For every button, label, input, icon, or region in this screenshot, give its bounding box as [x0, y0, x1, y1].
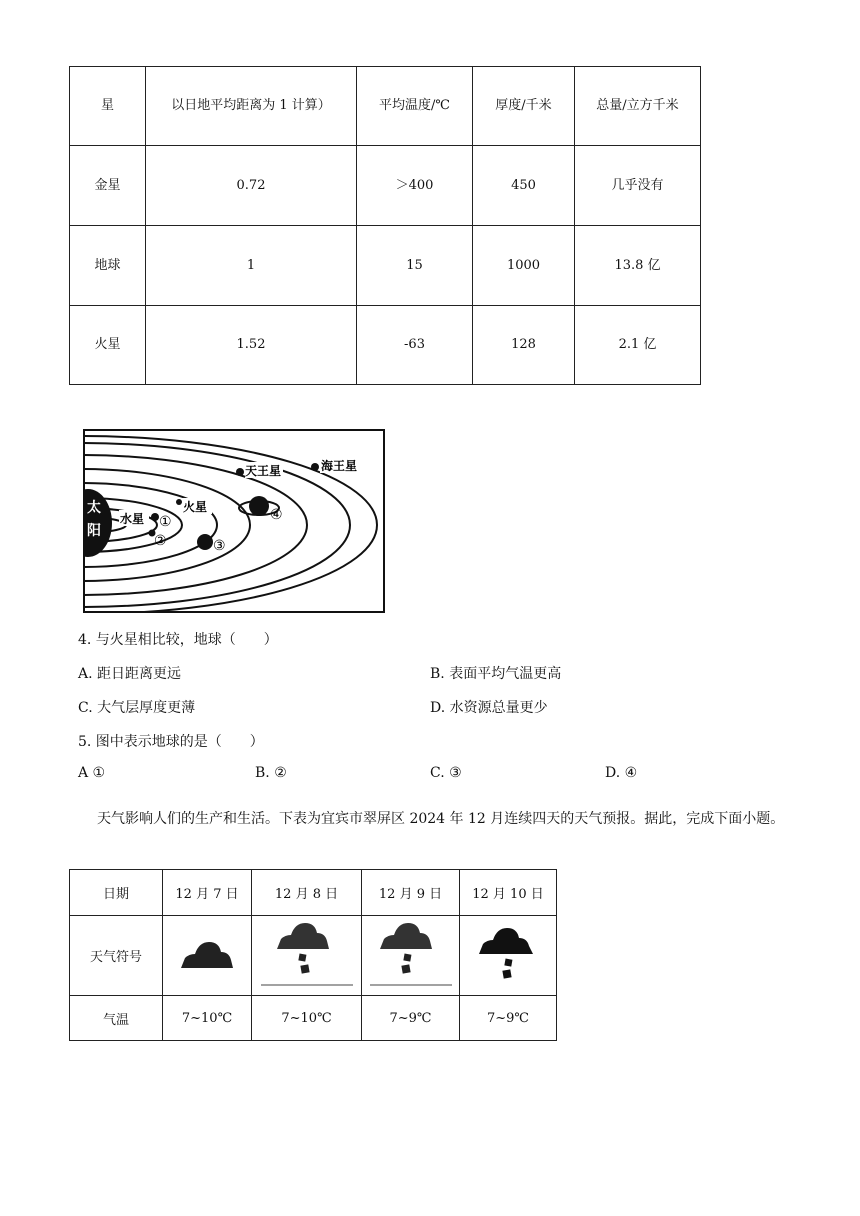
marker-2: ② — [154, 533, 167, 549]
mars-label: 火星 — [183, 500, 208, 514]
row-label: 日期 — [70, 870, 163, 916]
date-cell: 12 月 9 日 — [362, 870, 460, 916]
intro-paragraph: 天气影响人们的生产和生活。下表为宜宾市翠屏区 2024 年 12 月连续四天的天气预报。据此，完成下面小题。 — [97, 811, 785, 827]
amount-cell: 2.1 亿 — [575, 306, 701, 385]
date-cell: 12 月 8 日 — [252, 870, 362, 916]
thickness-cell: 1000 — [473, 226, 575, 306]
weather-symbol-cell — [362, 916, 460, 996]
q4-option-b[interactable]: B. 表面平均气温更高 — [430, 666, 562, 682]
weather-symbol-cell — [460, 916, 557, 996]
date-cell: 12 月 7 日 — [163, 870, 252, 916]
planet-name: 地球 — [70, 226, 146, 306]
row-label: 气温 — [70, 996, 163, 1041]
solar-system-diagram — [82, 428, 388, 616]
header-cell: 总量/立方千米 — [575, 67, 701, 146]
planet-name: 火星 — [70, 306, 146, 385]
neptune-label: 海王星 — [321, 459, 358, 473]
marker-1: ① — [159, 514, 172, 530]
weather-symbol-cell — [163, 916, 252, 996]
temp-cell: 7~9℃ — [362, 996, 460, 1041]
header-cell: 平均温度/℃ — [357, 67, 473, 146]
overcast-icon — [177, 934, 237, 974]
thickness-cell: 128 — [473, 306, 575, 385]
table-row — [70, 306, 701, 385]
weather-symbol-cell — [252, 916, 362, 996]
q5-option-a[interactable]: A ① — [78, 765, 106, 781]
overcast-sleet-icon — [368, 919, 454, 989]
temp-cell: ＞400 — [357, 146, 473, 226]
sun-label-top: 太 — [87, 500, 101, 516]
date-cell: 12 月 10 日 — [460, 870, 557, 916]
mercury-label: 水星 — [120, 512, 145, 526]
table-row — [70, 870, 557, 916]
header-cell: 星 — [70, 67, 146, 146]
question-4-stem: 4. 与火星相比较，地球（ ） — [78, 632, 278, 648]
table-row — [70, 996, 557, 1041]
temp-cell: 7~10℃ — [163, 996, 252, 1041]
header-cell: 以日地平均距离为 1 计算） — [146, 67, 357, 146]
table-row — [70, 916, 557, 996]
q5-option-d[interactable]: D. ④ — [605, 765, 638, 781]
amount-cell: 几乎没有 — [575, 146, 701, 226]
overcast-sleet-icon — [473, 924, 543, 984]
q4-option-c[interactable]: C. 大气层厚度更薄 — [78, 700, 196, 716]
marker-4: ④ — [270, 507, 283, 523]
table-row — [70, 146, 701, 226]
q4-option-a[interactable]: A. 距日距离更远 — [78, 666, 182, 682]
marker-3: ③ — [213, 538, 226, 554]
q5-option-b[interactable]: B. ② — [255, 765, 287, 781]
amount-cell: 13.8 亿 — [575, 226, 701, 306]
mercury-icon — [151, 513, 159, 521]
distance-cell: 1 — [146, 226, 357, 306]
table-row — [70, 226, 701, 306]
neptune-icon — [311, 463, 319, 471]
temp-cell: 15 — [357, 226, 473, 306]
thickness-cell: 450 — [473, 146, 575, 226]
planet-3-icon — [197, 534, 213, 550]
q5-option-c[interactable]: C. ③ — [430, 765, 462, 781]
distance-cell: 1.52 — [146, 306, 357, 385]
temp-cell: -63 — [357, 306, 473, 385]
weather-table — [69, 869, 557, 1041]
uranus-icon — [236, 468, 244, 476]
overcast-sleet-icon — [259, 919, 355, 989]
planet-name: 金星 — [70, 146, 146, 226]
temp-cell: 7~10℃ — [252, 996, 362, 1041]
question-5-stem: 5. 图中表示地球的是（ ） — [78, 734, 264, 750]
temp-cell: 7~9℃ — [460, 996, 557, 1041]
distance-cell: 0.72 — [146, 146, 357, 226]
planet-4-icon — [249, 496, 269, 516]
uranus-label: 天王星 — [245, 464, 282, 478]
row-label: 天气符号 — [70, 916, 163, 996]
mars-icon — [176, 499, 182, 505]
table-row — [70, 67, 701, 146]
header-cell: 厚度/千米 — [473, 67, 575, 146]
q4-option-d[interactable]: D. 水资源总量更少 — [430, 700, 548, 716]
planet-table — [69, 66, 701, 385]
sun-label-bottom: 阳 — [87, 523, 101, 539]
